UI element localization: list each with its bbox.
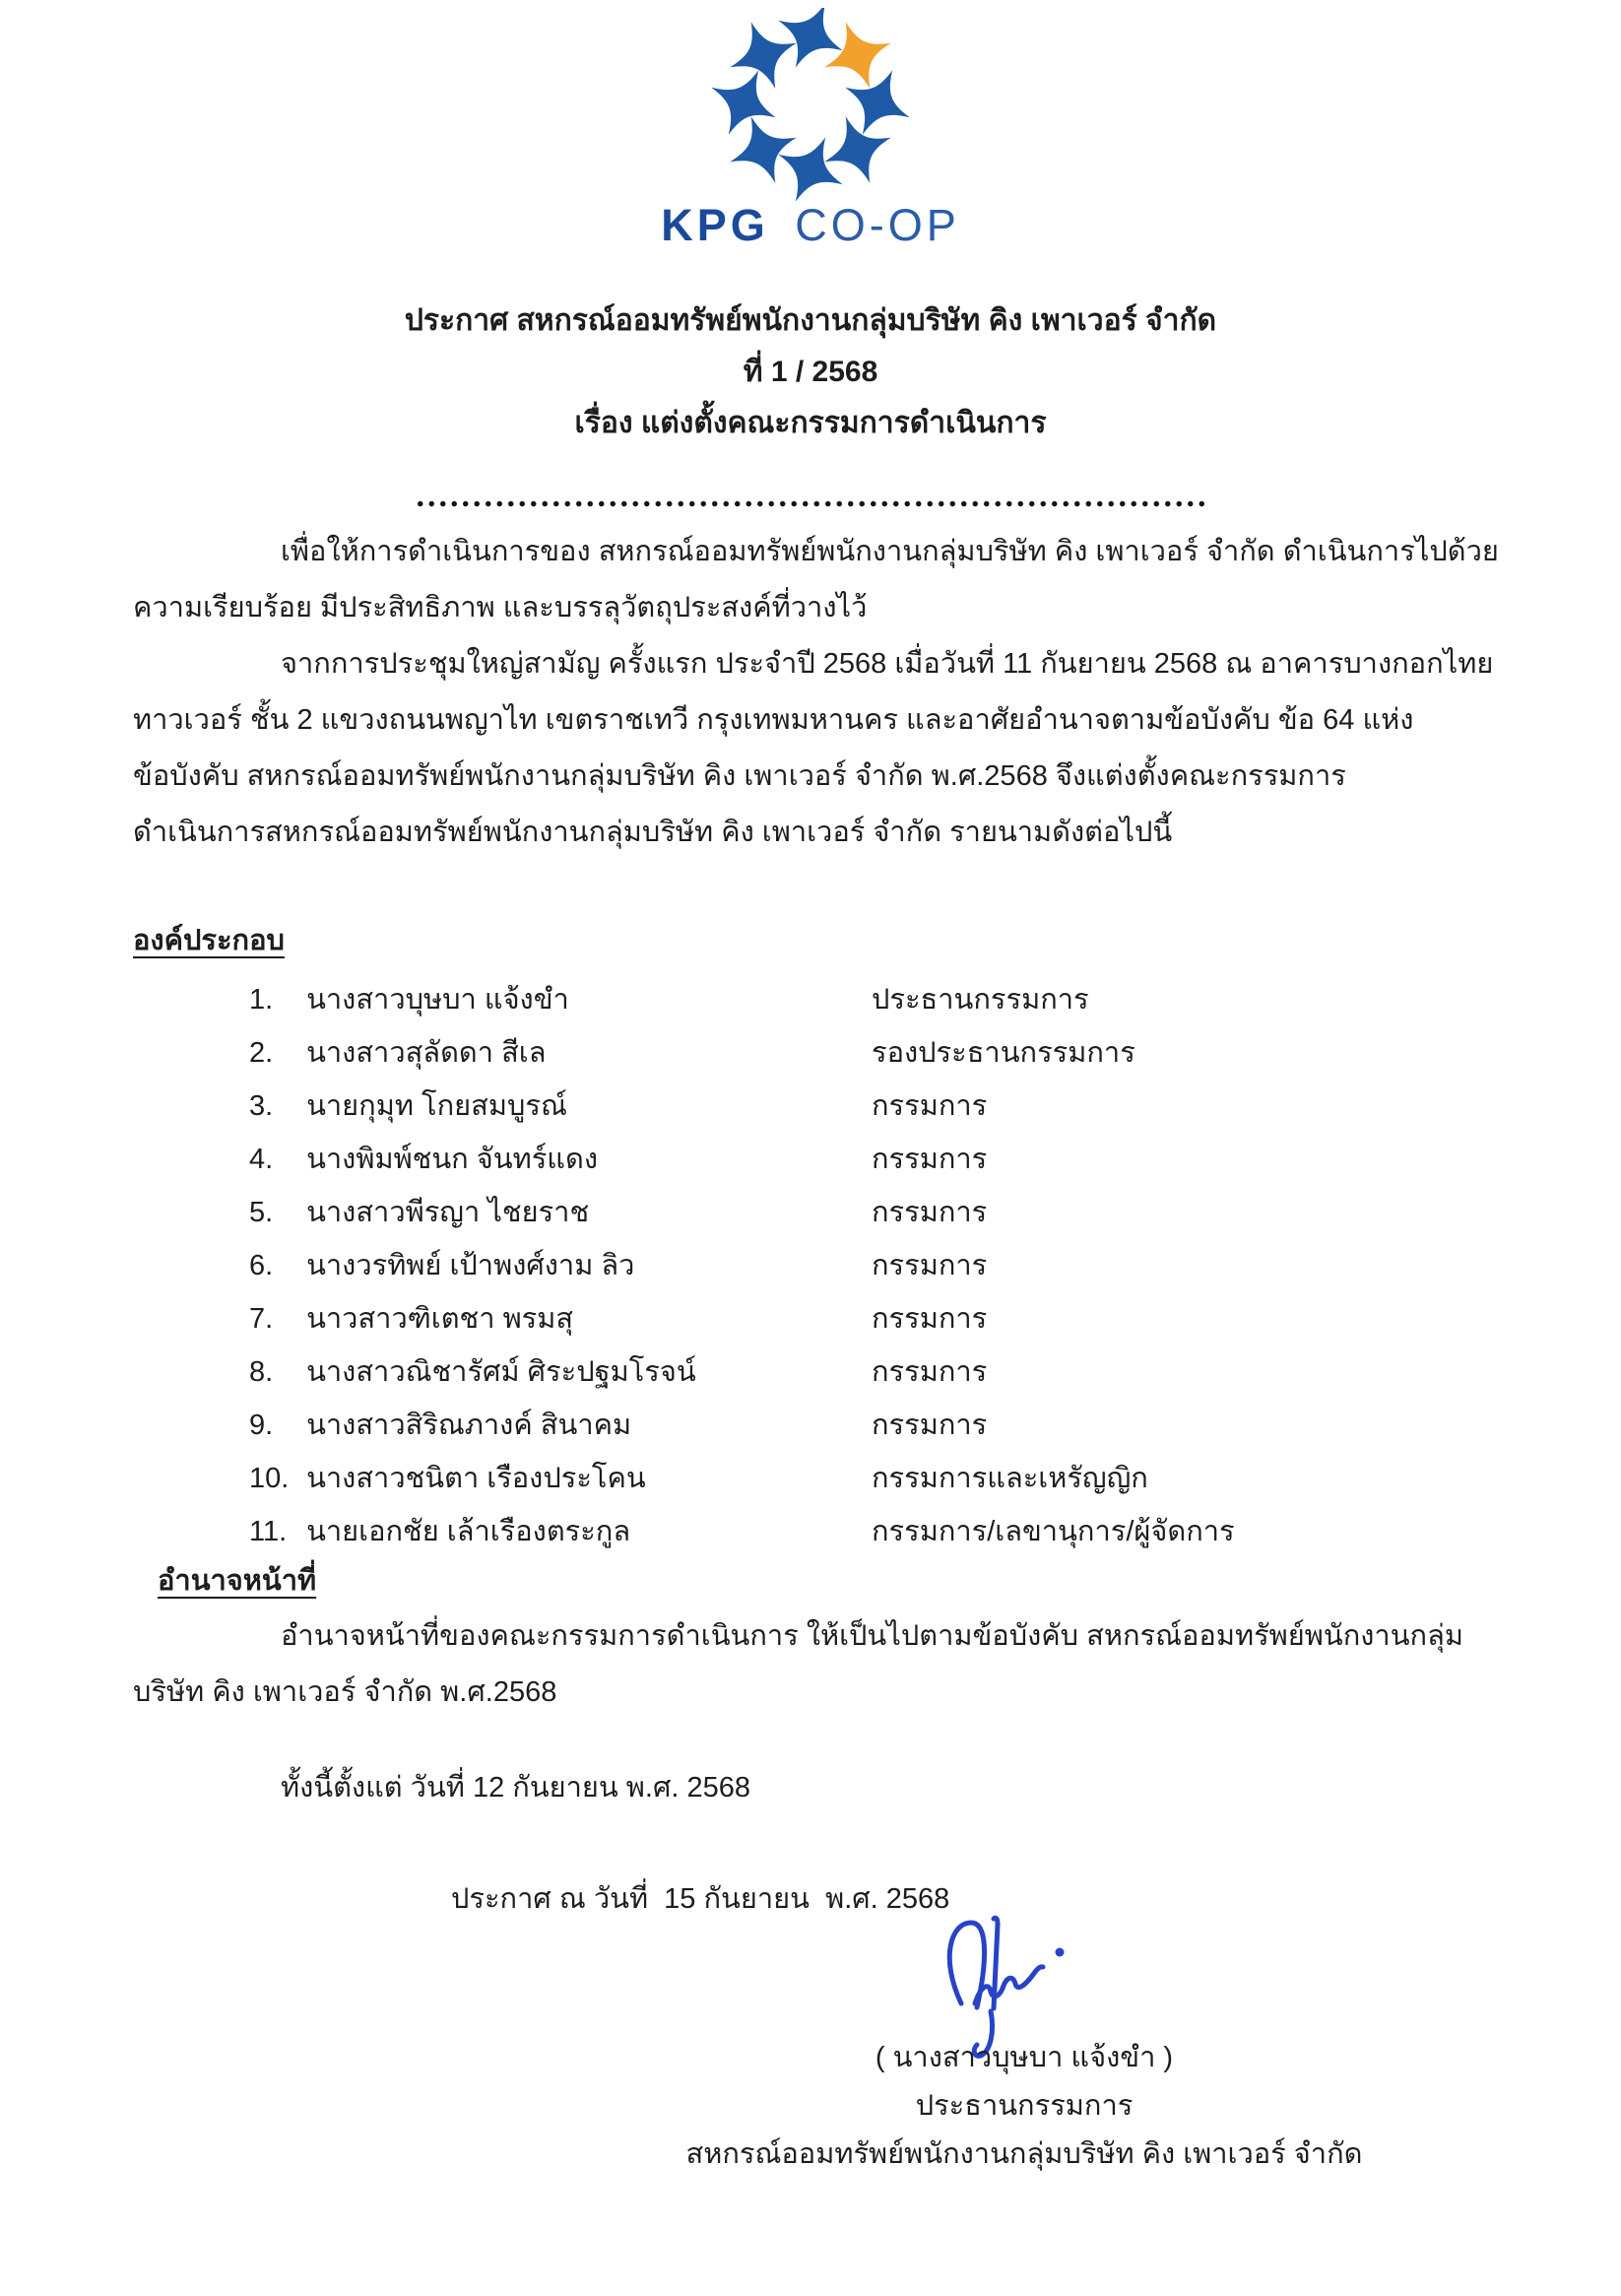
signature-ink-icon (904, 1913, 1116, 2061)
member-name: นางสาวบุษบา แจ้งขำ (306, 984, 569, 1016)
signer-block (650, 2041, 1398, 2186)
signer-title: ประธานกรรมการ (915, 2090, 1134, 2122)
member-number: 1. (249, 984, 274, 1016)
logo-text-kpg: KPG (661, 200, 769, 250)
authority-paragraph (133, 1608, 1483, 1721)
effective-date-line: ทั้งนี้ตั้งแต่ วันที่ 12 กันยายน พ.ศ. 2568 (281, 1772, 751, 1804)
document-headline (0, 295, 1621, 449)
member-name: นายเอกชัย เล้าเรืองตระกูล (306, 1516, 631, 1547)
member-number: 8. (249, 1356, 274, 1388)
member-role: กรรมการ (872, 1090, 988, 1122)
committee-list (0, 973, 1621, 1558)
table-row (0, 1452, 1621, 1505)
table-row (0, 1133, 1621, 1186)
member-role: กรรมการ (872, 1303, 988, 1335)
dots-line (415, 499, 1207, 508)
meeting-line-1: จากการประชุมใหญ่สามัญ ครั้งแรก ประจำปี 2568 เมื่อวันที่ 11 กันยายน 2568 ณ อาคารบางกอกไทย (281, 648, 1494, 680)
body-paragraphs (133, 524, 1499, 861)
announcement-title: ประกาศ สหกรณ์ออมทรัพย์พนักงานกลุ่มบริษัท คิง เพาเวอร์ จำกัด (404, 304, 1217, 337)
member-name: นางสาวชนิตา เรืองประโคน (306, 1463, 646, 1494)
announcement-number: ที่ 1 / 2568 (743, 356, 878, 388)
member-name: นางสาวณิชารัศม์ ศิระปฐมโรจน์ (306, 1356, 696, 1388)
authority-line-2: บริษัท คิง เพาเวอร์ จำกัด พ.ศ.2568 (133, 1676, 557, 1708)
member-number: 5. (249, 1197, 274, 1228)
member-number: 3. (249, 1090, 274, 1122)
member-role: รองประธานกรรมการ (872, 1037, 1135, 1069)
dotted-separator (0, 495, 1621, 513)
member-name: นางวรทิพย์ เป้าพงศ์งาม ลิว (306, 1250, 635, 1281)
meeting-line-3: ข้อบังคับ สหกรณ์ออมทรัพย์พนักงานกลุ่มบริษัท คิง เพาเวอร์ จำกัด พ.ศ.2568 จึงแต่งตั้งคณะกรรมการ (133, 760, 1346, 792)
composition-heading: องค์ประกอบ (133, 925, 285, 956)
announce-date-line: ประกาศ ณ วันที่ 15 กันยายน พ.ศ. 2568 (451, 1883, 950, 1915)
member-role: กรรมการ (872, 1144, 988, 1175)
table-row (0, 1080, 1621, 1133)
logo-text-coop: CO-OP (795, 200, 960, 250)
member-name: นางสาวพีรญา ไชยราช (306, 1197, 590, 1228)
member-role: กรรมการ (872, 1250, 988, 1281)
logo (0, 8, 1621, 250)
member-number: 2. (249, 1037, 274, 1069)
member-name: นางสาวสุลัดดา สีเล (306, 1037, 547, 1069)
meeting-line-4: ดำเนินการสหกรณ์ออมทรัพย์พนักงานกลุ่มบริษัท คิง เพาเวอร์ จำกัด รายนามดังต่อไปนี้ (133, 817, 1173, 848)
member-number: 11. (249, 1516, 288, 1547)
table-row (0, 1186, 1621, 1239)
signer-org: สหกรณ์ออมทรัพย์พนักงานกลุ่มบริษัท คิง เพาเวอร์ จำกัด (685, 2138, 1363, 2170)
table-row (0, 1505, 1621, 1558)
member-name: นางสาวสิริณภางค์ สินาคม (306, 1410, 632, 1441)
member-role: กรรมการ (872, 1197, 988, 1228)
member-number: 10. (249, 1463, 290, 1494)
table-row (0, 1345, 1621, 1399)
member-number: 4. (249, 1144, 274, 1175)
member-role: ประธานกรรมการ (872, 984, 1089, 1016)
authority-heading: อำนาจหน้าที่ (158, 1565, 317, 1597)
logo-wordmark (0, 200, 1621, 250)
table-row (0, 1399, 1621, 1452)
member-number: 9. (249, 1410, 274, 1441)
kpg-logo-stars-icon (678, 8, 943, 201)
member-number: 6. (249, 1250, 274, 1281)
intro-line-2: ความเรียบร้อย มีประสิทธิภาพ และบรรลุวัตถุประสงค์ที่วางไว้ (133, 592, 868, 623)
member-role: กรรมการ (872, 1356, 988, 1388)
member-role: กรรมการและเหรัญญิก (872, 1463, 1148, 1494)
member-role: กรรมการ (872, 1410, 988, 1441)
member-name: นางพิมพ์ชนก จันทร์แดง (306, 1144, 598, 1175)
table-row (0, 1026, 1621, 1080)
authority-line-1: อำนาจหน้าที่ของคณะกรรมการดำเนินการ ให้เป็นไปตามข้อบังคับ สหกรณ์ออมทรัพย์พนักงานกลุ่ม (281, 1620, 1463, 1652)
member-name: นาวสาวฑิเตชา พรมสุ (306, 1303, 574, 1335)
intro-line-1: เพื่อให้การดำเนินการของ สหกรณ์ออมทรัพย์พนักงานกลุ่มบริษัท คิง เพาเวอร์ จำกัด ดำเนินการไปด้วย (281, 536, 1499, 567)
member-role: กรรมการ/เลขานุการ/ผู้จัดการ (872, 1516, 1235, 1547)
announcement-subject: เรื่อง แต่งตั้งคณะกรรมการดำเนินการ (574, 407, 1047, 439)
signer-name: ( นางสาวบุษบา แจ้งขำ ) (875, 2042, 1174, 2073)
table-row (0, 1239, 1621, 1292)
member-name: นายกุมุท โกยสมบูรณ์ (306, 1090, 567, 1122)
table-row (0, 1292, 1621, 1345)
table-row (0, 973, 1621, 1026)
meeting-line-2: ทาวเวอร์ ชั้น 2 แขวงถนนพญาไท เขตราชเทวี กรุงเทพมหานคร และอาศัยอำนาจตามข้อบังคับ ข้อ 64 แห่ง (133, 704, 1414, 736)
member-number: 7. (249, 1303, 274, 1335)
